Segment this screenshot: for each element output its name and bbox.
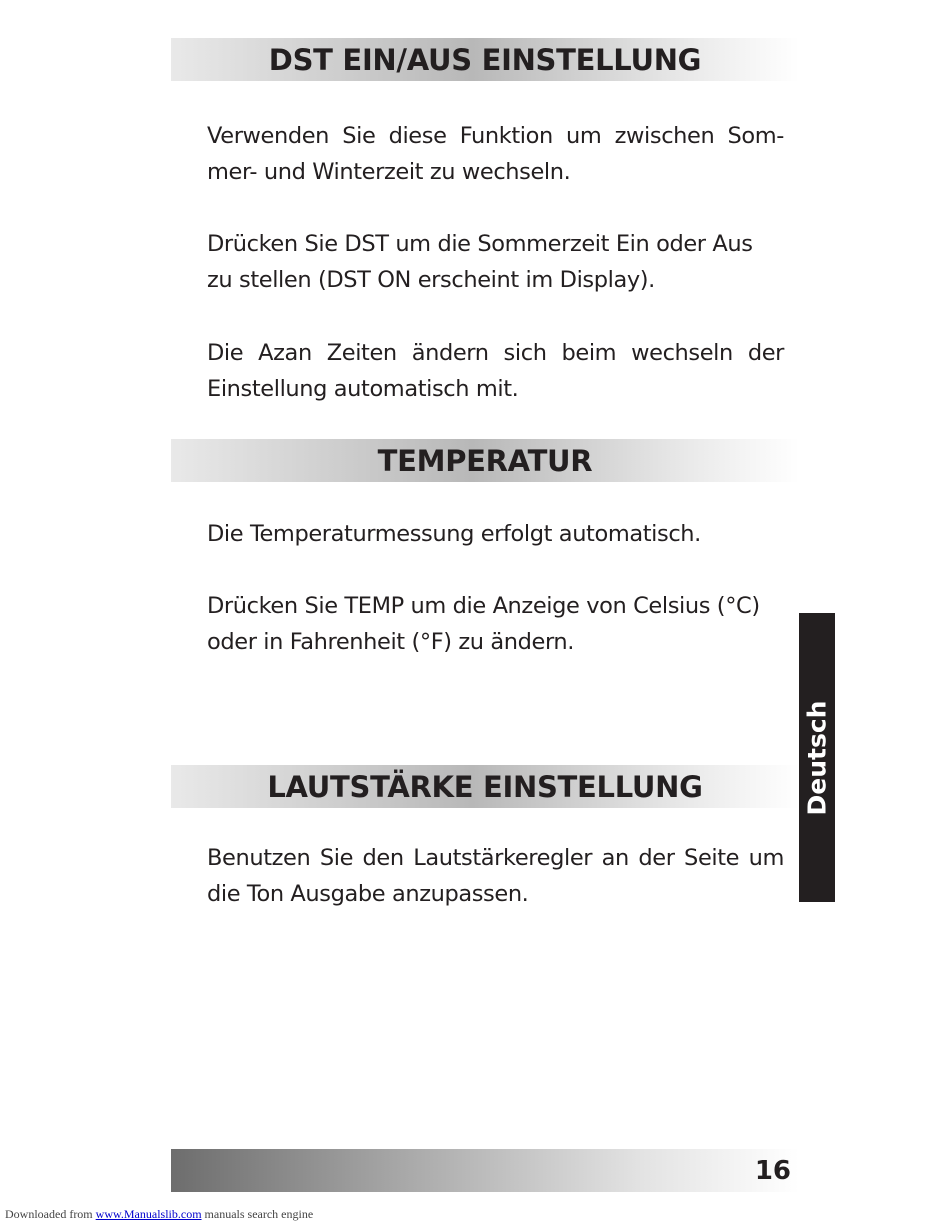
paragraph-text: Die Temperaturmessung erfolgt automatisch. xyxy=(207,521,701,547)
heading-lautstaerke-text: LAUTSTÄRKE EINSTELLUNG xyxy=(267,770,703,804)
page-number: 16 xyxy=(754,1156,791,1186)
heading-dst-text: DST EIN/AUS EINSTELLUNG xyxy=(268,43,702,77)
paragraph-temperatur-1 xyxy=(207,516,784,552)
paragraph-text: Drücken Sie TEMP um die Anzeige von Celsius (°C) oder in Fahrenheit (°F) zu ändern. xyxy=(207,593,760,655)
download-note-prefix: Downloaded from xyxy=(5,1207,96,1221)
heading-temperatur-text: TEMPERATUR xyxy=(377,444,593,478)
paragraph-dst-3 xyxy=(207,335,784,407)
language-side-tab xyxy=(799,613,835,902)
paragraph-lautstaerke-1 xyxy=(207,840,784,912)
section-heading-dst xyxy=(171,38,799,81)
section-heading-lautstaerke xyxy=(171,765,799,808)
paragraph-text: Benutzen Sie den Lautstärkeregler an der Seite um die Ton Ausgabe anzupassen. xyxy=(207,845,784,907)
paragraph-dst-1 xyxy=(207,118,784,190)
paragraph-text: Verwenden Sie diese Funktion um zwischen Som-mer- und Winterzeit zu wechseln. xyxy=(207,123,784,185)
page-footer-bar xyxy=(171,1149,799,1192)
paragraph-text: Drücken Sie DST um die Sommerzeit Ein oder Aus zu stellen (DST ON erscheint im Display). xyxy=(207,231,753,293)
paragraph-dst-2 xyxy=(207,226,784,298)
paragraph-temperatur-2 xyxy=(207,588,784,660)
manualslib-link[interactable]: www.Manualslib.com xyxy=(95,1207,202,1221)
paragraph-text: Die Azan Zeiten ändern sich beim wechseln der Einstellung automatisch mit. xyxy=(207,340,784,402)
download-note xyxy=(5,1207,313,1222)
download-note-suffix: manuals search engine xyxy=(201,1207,314,1221)
language-side-tab-label: Deutsch xyxy=(802,700,832,815)
section-heading-temperatur xyxy=(171,439,799,482)
